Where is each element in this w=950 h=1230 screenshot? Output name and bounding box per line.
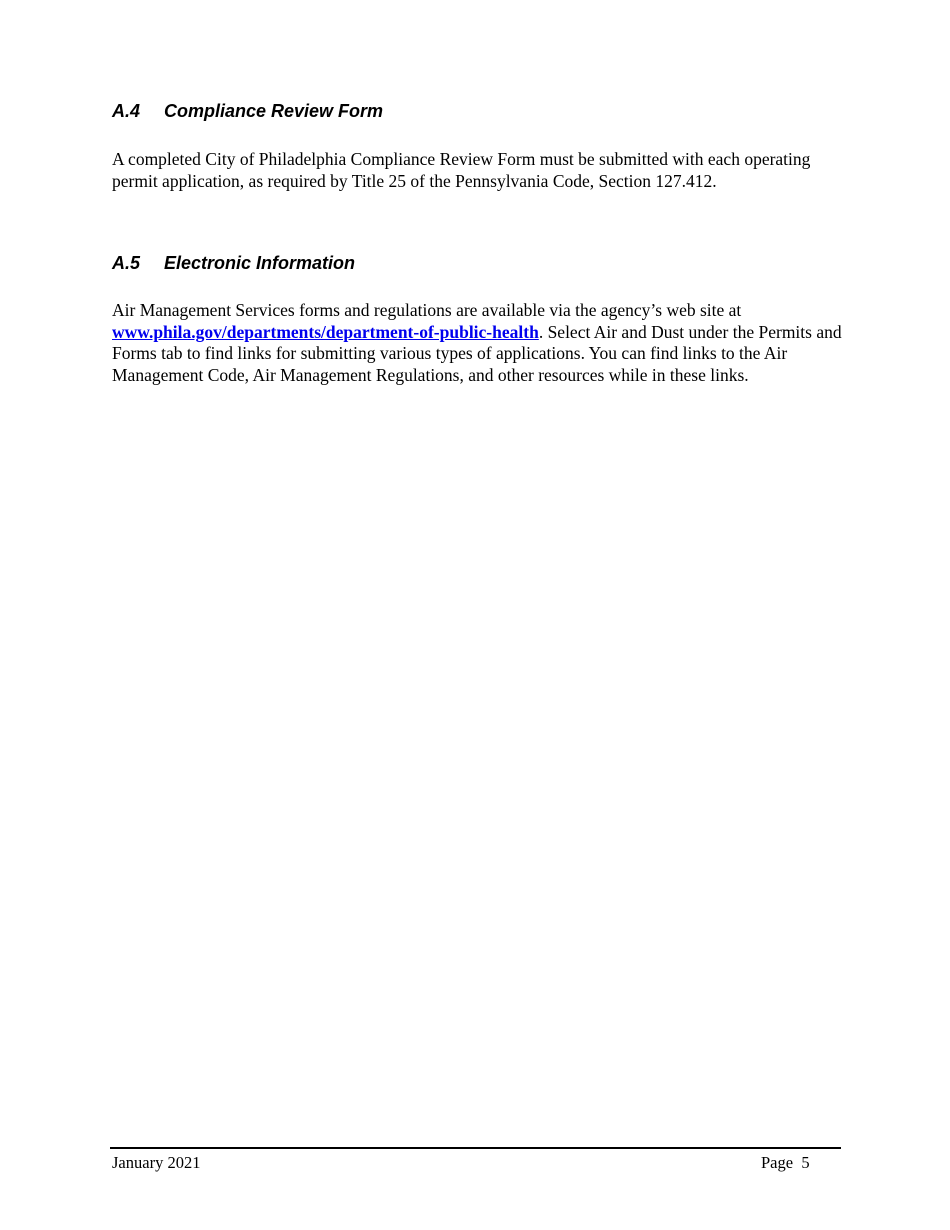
section-body-a4: A completed City of Philadelphia Compliance Review Form must be submitted with each operating permit application, as required by Title 25 of the Pennsylvania Code, Section 127.412. (112, 149, 811, 191)
section-number: A.5 (112, 253, 141, 273)
section-heading-a5 (112, 252, 355, 274)
page-number: 5 (801, 1153, 810, 1172)
footer-date: January 2021 (112, 1153, 201, 1172)
section-title: Compliance Review Form (164, 101, 384, 121)
footer-page-number (761, 1153, 810, 1173)
page-label: Page (761, 1153, 794, 1172)
body-text-after-link: . Select Air and Dust under the Permits and Forms tab to find links for submitting various types of applications. You can find links to the Air Management Code, Air Management Regulations, and other resources while in these links. (112, 321, 842, 385)
section-body-a5 (112, 300, 842, 386)
section-heading-a4 (112, 100, 383, 122)
section-number: A.4 (112, 101, 141, 121)
health-department-link[interactable]: www.phila.gov/departments/department-of-public-health (112, 321, 539, 342)
footer-divider (110, 1147, 841, 1149)
body-text-before-link: Air Management Services forms and regulations are available via the agency’s web site at (112, 300, 742, 320)
section-title: Electronic Information (164, 253, 356, 273)
